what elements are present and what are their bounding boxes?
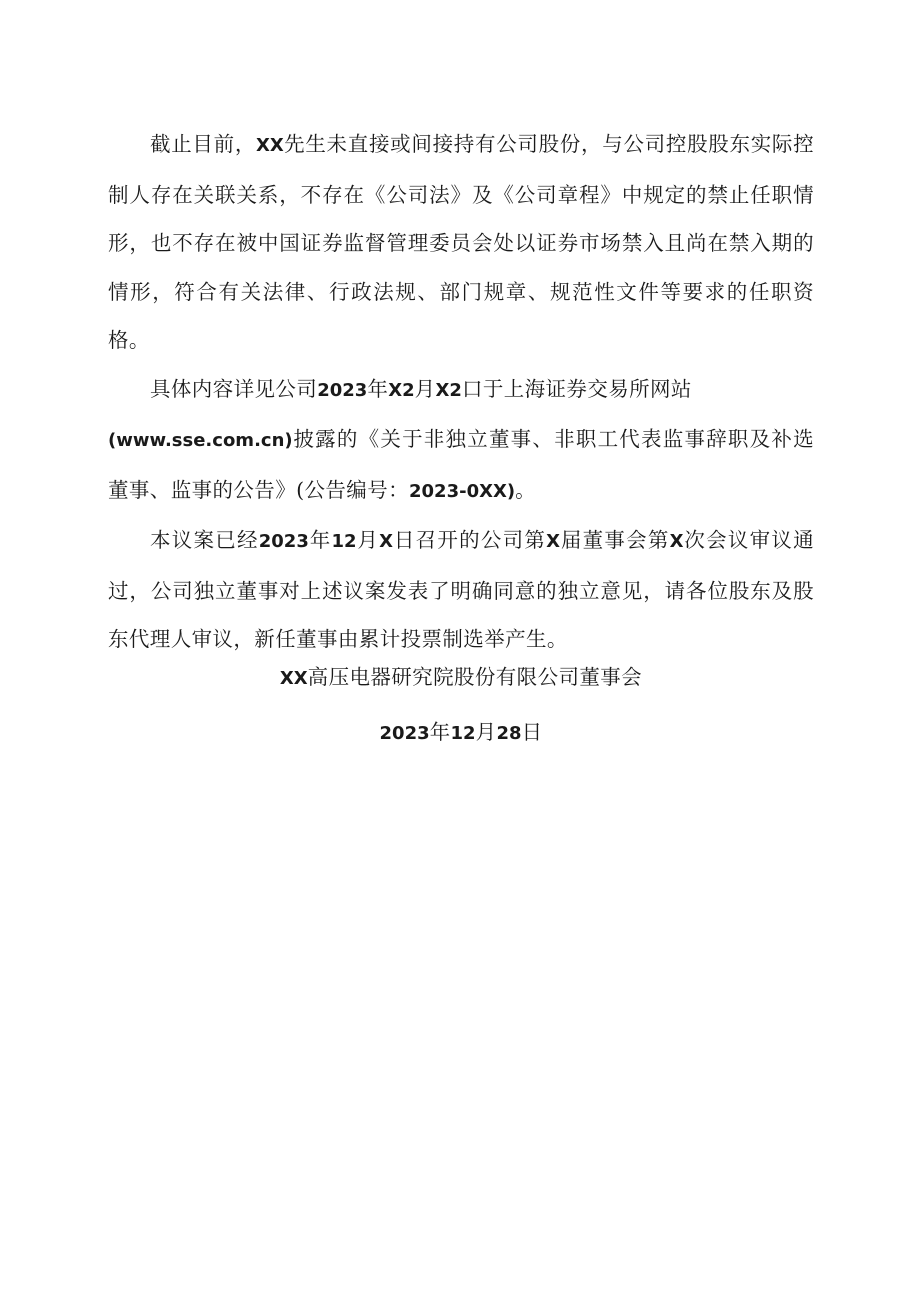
bold-run: 12	[331, 531, 357, 552]
paragraph-disclosure	[108, 365, 814, 517]
text-run: 月	[356, 528, 380, 552]
bold-run: 2023-0XX)	[409, 480, 516, 502]
text-run: 高压电器研究院股份有限公司董事会	[307, 665, 643, 689]
text-run: 具体内容详见公司	[150, 376, 318, 401]
text-run: 日召开的公司第	[393, 528, 547, 552]
text-run: 届董事会第	[560, 528, 670, 552]
bold-run: XX	[279, 668, 308, 689]
bold-run: X	[546, 531, 561, 552]
text-run: 月	[475, 720, 497, 744]
text-run: 日	[521, 720, 543, 744]
bold-run: XX	[256, 135, 284, 156]
bold-run: X2	[388, 379, 415, 401]
bold-run: 2023	[317, 379, 368, 401]
text-run: 年	[367, 376, 389, 401]
document-body	[108, 120, 814, 664]
text-run: 先生未直接或间接持有公司股份，与公司控股股东实际控制人存在关联关系，不存在《公司法》及《公司章程》中规定的禁止任职情形，也不存在被中国证券监督管理委员会处以证券市场禁入且尚在禁入期的情形，符合有关法律、行政法规、部门规章、规范性文件等要求的任职资格。	[108, 132, 815, 352]
bold-run: 2023	[379, 723, 430, 744]
bold-run: 12	[450, 723, 476, 744]
signature-date	[108, 717, 814, 749]
paragraph-qualification	[108, 120, 814, 365]
bold-run: 2023	[258, 531, 309, 552]
signature-organization	[108, 662, 814, 694]
bold-run: 28	[496, 723, 522, 744]
bold-run: X	[379, 531, 394, 552]
text-run: 月	[414, 376, 436, 401]
bold-run: X2	[435, 379, 462, 401]
text-run: 。	[515, 477, 536, 502]
text-run: 年	[429, 720, 451, 744]
paragraph-approval	[108, 516, 814, 664]
bold-run: X	[669, 531, 684, 552]
text-run: 本议案已经	[150, 528, 259, 552]
website-link-text: (www.sse.com.cn)	[108, 430, 293, 451]
text-run: 披露的《关于非独立董事、非职工代表监事辞职及补选董事、监事的公告》(公告编号：	[108, 427, 814, 502]
text-run: 截止目前，	[150, 132, 257, 156]
text-run: 年	[308, 528, 332, 552]
text-run: 口于上海证券交易所网站	[461, 376, 692, 401]
text-run: 次会议审议通过，公司独立董事对上述议案发表了明确同意的独立意见，请各位股东及股东代理人审议，新任董事由累计投票制选举产生。	[108, 528, 815, 651]
